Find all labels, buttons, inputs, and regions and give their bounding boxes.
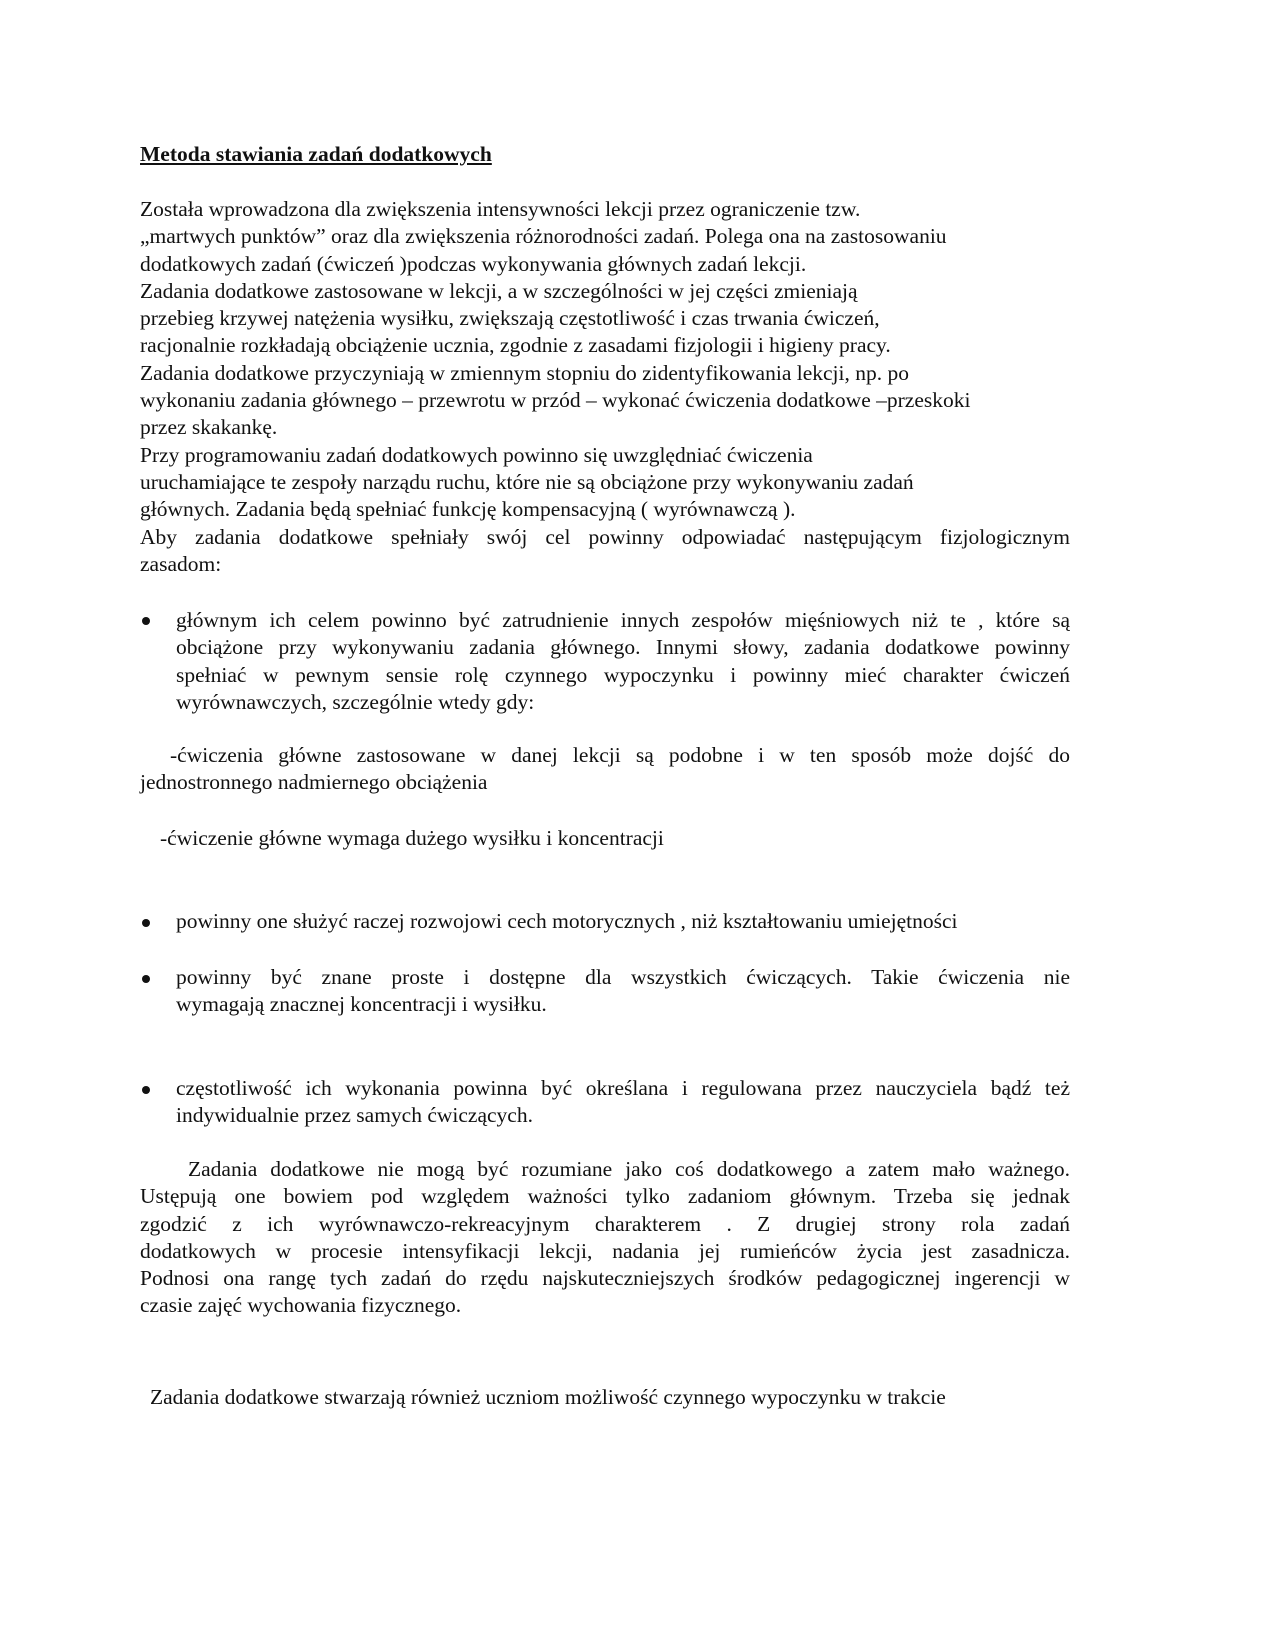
text-line: czasie zajęć wychowania fizycznego. xyxy=(140,1293,462,1318)
closing-paragraph xyxy=(140,1156,1070,1320)
text-line: przebieg krzywej natężenia wysiłku, zwiększają częstotliwość i czas trwania ćwiczeń, xyxy=(140,306,880,331)
text-line: przez skakankę. xyxy=(140,415,278,440)
text-line: głównym ich celem powinno być zatrudnienie innych zespołów mięśniowych niż te , które są xyxy=(176,608,1070,632)
text-line: powinny być znane proste i dostępne dla wszystkich ćwiczących. Takie ćwiczenia nie xyxy=(176,965,1070,989)
text-line: spełniać w pewnym sensie rolę czynnego wypoczynku i powinny mieć charakter ćwiczeń xyxy=(176,662,1070,687)
text-line: jednostronnego nadmiernego obciążenia xyxy=(140,770,488,795)
text-line: obciążone przy wykonywaniu zadania głównego. Innymi słowy, zadania dodatkowe powinny xyxy=(176,635,1070,660)
text-line: Podnosi ona rangę tych zadań do rzędu najskuteczniejszych środków pedagogicznej ingerencji w xyxy=(140,1266,1070,1291)
text-line: wyrównawczych, szczególnie wtedy gdy: xyxy=(176,689,535,714)
document-title: Metoda stawiania zadań dodatkowych xyxy=(140,142,492,166)
text-line: indywidualnie przez samych ćwiczących. xyxy=(176,1103,533,1128)
text-line: Zadania dodatkowe stwarzają również uczniom możliwość czynnego wypoczynku w trakcie xyxy=(150,1385,946,1409)
intro-paragraph xyxy=(140,196,1070,578)
text-line: Zadania dodatkowe zastosowane w lekcji, a w szczególności w jej części zmieniają xyxy=(140,278,858,303)
text-line: dodatkowych zadań (ćwiczeń )podczas wykonywania głównych zadań lekcji. xyxy=(140,251,807,276)
bullet-icon xyxy=(142,617,150,625)
text-line: uruchamiające te zespoły narządu ruchu, które nie są obciążone przy wykonywaniu zadań xyxy=(140,469,914,494)
text-line: -ćwiczenia główne zastosowane w danej lekcji są podobne i w ten sposób może dojść do xyxy=(170,743,1070,767)
dash-item xyxy=(160,825,664,852)
text-line: dodatkowych w procesie intensyfikacji lekcji, nadania jej rumieńców życia jest zasadnicza. xyxy=(140,1238,1070,1263)
bullet-icon xyxy=(142,919,150,927)
text-line: racjonalnie rozkładają obciążenie ucznia, zgodnie z zasadami fizjologii i higieny pracy. xyxy=(140,333,891,358)
text-line: Przy programowaniu zadań dodatkowych powinno się uwzględniać ćwiczenia xyxy=(140,442,813,467)
text-line: wymagają znacznej koncentracji i wysiłku. xyxy=(176,992,547,1017)
text-line: wykonaniu zadania głównego – przewrotu w przód – wykonać ćwiczenia dodatkowe –przeskoki xyxy=(140,388,971,413)
text-line: zasadom: xyxy=(140,551,222,576)
text-line: -ćwiczenie główne wymaga dużego wysiłku i koncentracji xyxy=(160,826,664,850)
text-line: Aby zadania dodatkowe spełniały swój cel powinny odpowiadać następującym fizjologicznym xyxy=(140,524,1070,549)
text-line: Zadania dodatkowe przyczyniają w zmiennym stopniu do zidentyfikowania lekcji, np. po xyxy=(140,360,909,385)
text-line: zgodzić z ich wyrównawczo-rekreacyjnym charakterem . Z drugiej strony rola zadań xyxy=(140,1211,1070,1236)
text-line: częstotliwość ich wykonania powinna być określana i regulowana przez nauczyciela bądź też xyxy=(176,1076,1070,1100)
bullet-item xyxy=(176,964,1070,1019)
bullet-item xyxy=(176,607,1070,716)
text-line: Zadania dodatkowe nie mogą być rozumiane jako coś dodatkowego a zatem mało ważnego. xyxy=(188,1157,1070,1181)
text-line: Została wprowadzona dla zwiększenia intensywności lekcji przez ograniczenie tzw. xyxy=(140,197,861,221)
dash-item xyxy=(140,742,1070,797)
bullet-icon xyxy=(142,975,150,983)
final-paragraph xyxy=(150,1384,946,1411)
text-line: głównych. Zadania będą spełniać funkcję kompensacyjną ( wyrównawczą ). xyxy=(140,497,796,522)
text-line: „martwych punktów” oraz dla zwiększenia różnorodności zadań. Polega ona na zastosowaniu xyxy=(140,224,947,249)
bullet-item xyxy=(176,1075,1070,1130)
text-line: Ustępują one bowiem pod względem ważności tylko zadaniom głównym. Trzeba się jednak xyxy=(140,1184,1070,1209)
bullet-item xyxy=(176,908,958,935)
text-line: powinny one służyć raczej rozwojowi cech motorycznych , niż kształtowaniu umiejętności xyxy=(176,909,958,933)
bullet-icon xyxy=(142,1086,150,1094)
